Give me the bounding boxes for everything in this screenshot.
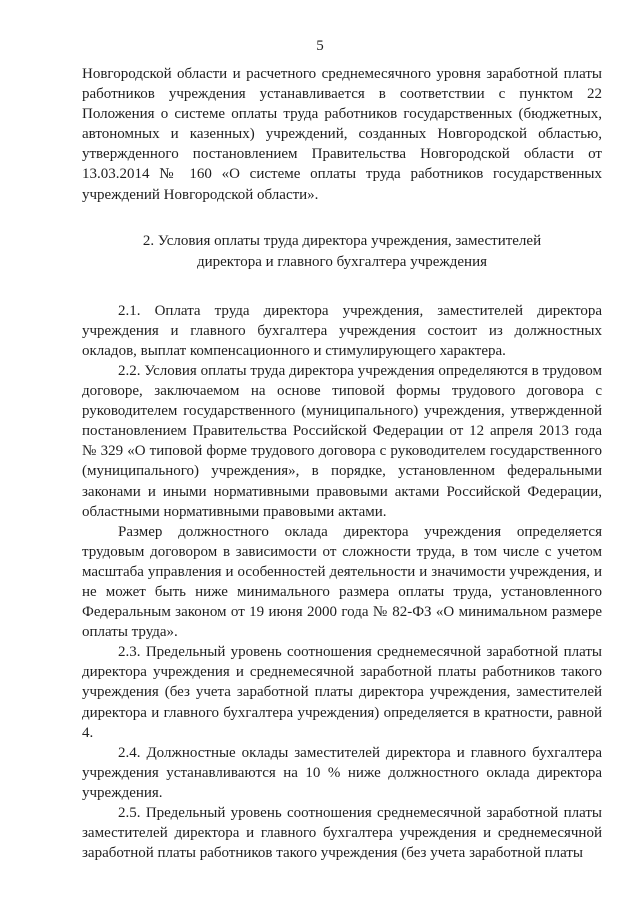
paragraph-2-4: 2.4. Должностные оклады заместителей директора и главного бухгалтера учреждения устанавливаются на 10 % ниже должностного оклада директора учреждения. [82, 744, 602, 801]
page-body [82, 64, 602, 863]
paragraph-2-2-salary: Размер должностного оклада директора учреждения определяется трудовым договором в зависимости от сложности труда, в том числе с учетом масштаба управления и особенностей деятельности и значимости учреждения, и не может быть ниже минимального размера оплаты труда, установленного Федеральным законом от 19 июня 2000 года № 82-ФЗ «О минимальном размере оплаты труда». [82, 523, 602, 641]
page-number: 5 [316, 38, 324, 54]
continuation-paragraph: Новгородской области и расчетного среднемесячного уровня заработной платы работников учреждения устанавливается в соответствии с пунктом 22 Положения о системе оплаты труда работников государственных (бюджетных, автономных и казенных) учреждений, созданных Новгородской областью, утвержденного постановлением Правительства Новгородской области от 13.03.2014 № 160 «О системе оплаты труда работников государственных учреждений Новгородской области». [82, 66, 602, 203]
paragraph-2-3: 2.3. Предельный уровень соотношения среднемесячной заработной платы директора учреждения и среднемесячной заработной платы работников такого учреждения (без учета заработной платы директора учреждения, заместителей директора и главного бухгалтера учреждения) определяется в кратности, равной 4. [82, 644, 602, 741]
paragraph-2-2: 2.2. Условия оплаты труда директора учреждения определяются в трудовом договоре, заключаемом на основе типовой формы трудового договора с руководителем государственного (муниципального) учреждения, утвержденной постановлением Правительства Российской Федерации от 12 апреля 2013 года № 329 «О типовой форме трудового договора с руководителем государственного (муниципального) учреждения», в порядке, установленном федеральными законами и иными нормативными правовыми актами Российской Федерации, областными нормативными правовыми актами. [82, 362, 602, 520]
paragraph-2-5: 2.5. Предельный уровень соотношения среднемесячной заработной платы заместителей директора и главного бухгалтера учреждения и среднемесячной заработной платы работников такого учреждения (без учета заработной платы [82, 805, 602, 862]
section-heading-line-1: 2. Условия оплаты труда директора учреждения, заместителей [142, 232, 542, 249]
section-heading [82, 231, 602, 273]
paragraph-2-1: 2.1. Оплата труда директора учреждения, заместителей директора учреждения и главного бухгалтера учреждения состоит из должностных окладов, выплат компенсационного и стимулирующего характера. [82, 302, 602, 359]
section-heading-line-2: директора и главного бухгалтера учреждения [196, 253, 488, 270]
